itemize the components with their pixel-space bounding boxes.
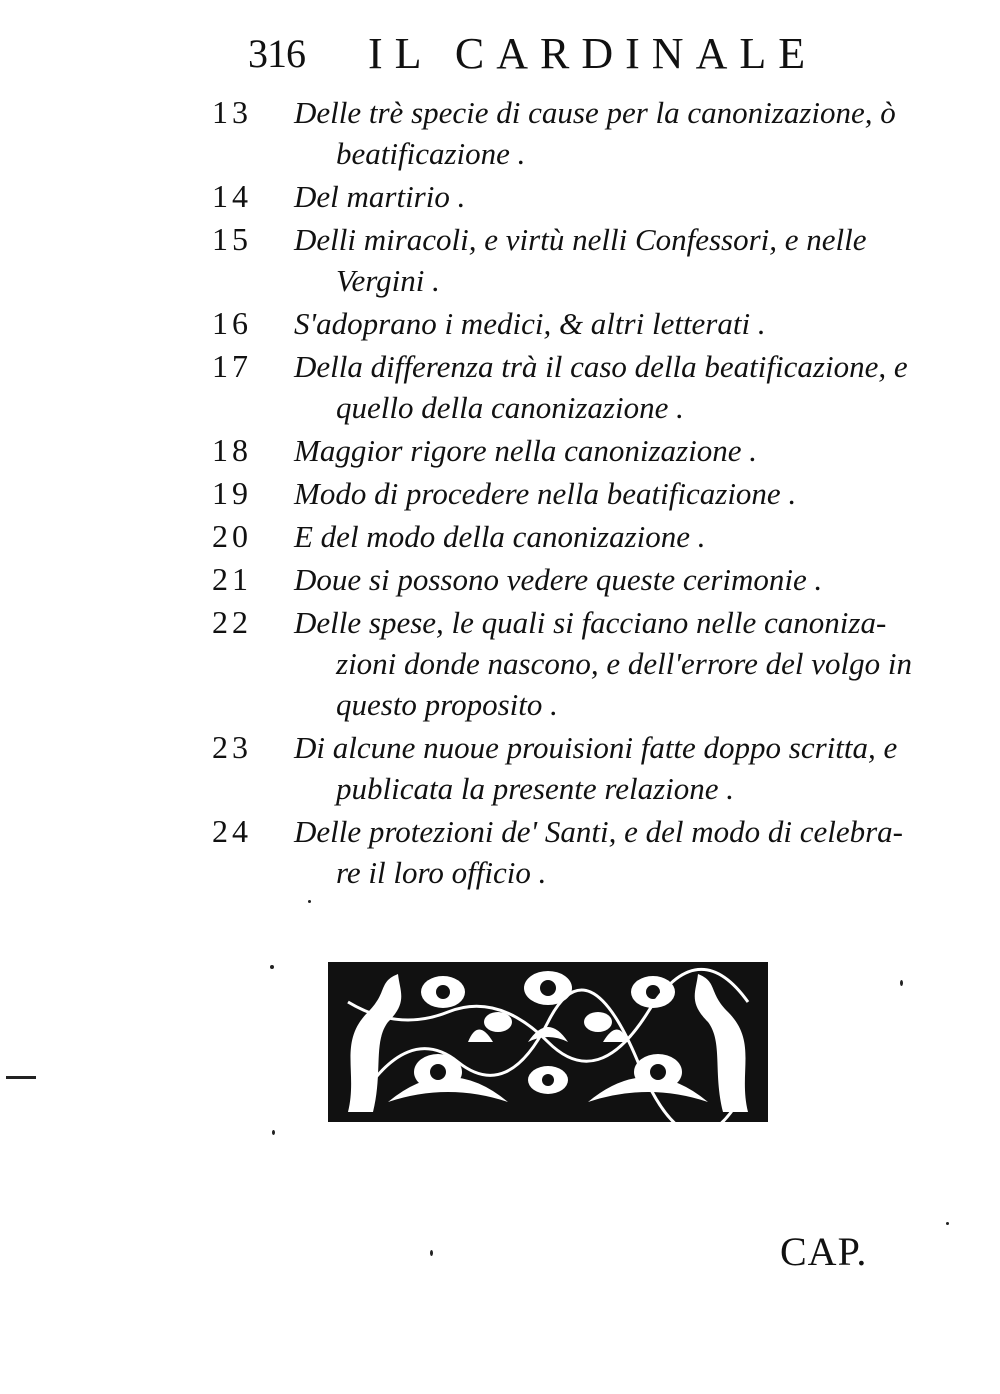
entry-text — [294, 92, 934, 174]
entry-line: publicata la presente relazione . — [336, 771, 735, 806]
margin-mark — [6, 1076, 36, 1079]
entry-number: 13 — [212, 94, 252, 130]
entry-line: Doue si possono vedere queste cerimonie . — [294, 562, 823, 597]
entry-line: Delle protezioni de' Santi, e del modo di celebra- — [294, 814, 903, 849]
entry-text — [294, 811, 934, 893]
entry-line: Modo di procedere nella beatificazione . — [294, 476, 797, 511]
floral-headpiece-icon — [328, 962, 768, 1122]
entry-number: 14 — [212, 178, 252, 214]
ink-speck — [270, 965, 274, 969]
entry-text — [294, 346, 934, 428]
running-head: IL CARDINALE — [368, 29, 818, 78]
entry-text — [294, 473, 934, 514]
entry-text — [294, 727, 934, 809]
entry-line: quello della canonizazione . — [336, 390, 684, 425]
entry-text — [294, 602, 934, 725]
page-number: 316 — [248, 31, 305, 76]
entry-line: Delli miracoli, e virtù nelli Confessori, e nelle — [294, 222, 867, 257]
entry-line: Delle spese, le quali si facciano nelle canoniza- — [294, 605, 887, 640]
entry-number: 22 — [212, 604, 252, 640]
entry-number: 15 — [212, 221, 252, 257]
entry-line: Delle trè specie di cause per la canonizazione, ò — [294, 95, 896, 130]
entry-number: 24 — [212, 813, 252, 849]
entry-text — [294, 430, 934, 471]
entry-line: zioni donde nascono, e dell'errore del volgo in — [336, 646, 913, 681]
ink-speck — [900, 980, 903, 986]
ink-speck — [430, 1250, 433, 1256]
entry-text — [294, 219, 934, 301]
entry-line: Del martirio . — [294, 179, 466, 214]
entry-line: S'adoprano i medici, & altri letterati . — [294, 306, 766, 341]
entry-line: beatificazione . — [336, 136, 526, 171]
entry-line: E del modo della canonizazione . — [294, 519, 706, 554]
entry-text — [294, 559, 934, 600]
entry-number: 23 — [212, 729, 252, 765]
entry-line: Della differenza trà il caso della beatificazione, e — [294, 349, 908, 384]
entry-number: 18 — [212, 432, 252, 468]
catchword: CAP. — [780, 1229, 868, 1274]
entry-text — [294, 516, 934, 557]
ink-speck — [272, 1130, 275, 1135]
entry-line: questo proposito . — [336, 687, 558, 722]
entry-line: Maggior rigore nella canonizazione . — [294, 433, 757, 468]
entry-text — [294, 303, 934, 344]
entry-line: Di alcune nuoue prouisioni fatte doppo scritta, e — [294, 730, 898, 765]
entry-text — [294, 176, 934, 217]
entry-number: 20 — [212, 518, 252, 554]
entry-line: re il loro officio . — [336, 855, 547, 890]
entry-line: Vergini . — [336, 263, 440, 298]
entry-number: 16 — [212, 305, 252, 341]
ink-speck — [946, 1222, 949, 1225]
page-header — [248, 22, 848, 82]
entry-number: 21 — [212, 561, 252, 597]
entry-number: 17 — [212, 348, 252, 384]
entry-number: 19 — [212, 475, 252, 511]
ink-speck — [308, 900, 311, 903]
